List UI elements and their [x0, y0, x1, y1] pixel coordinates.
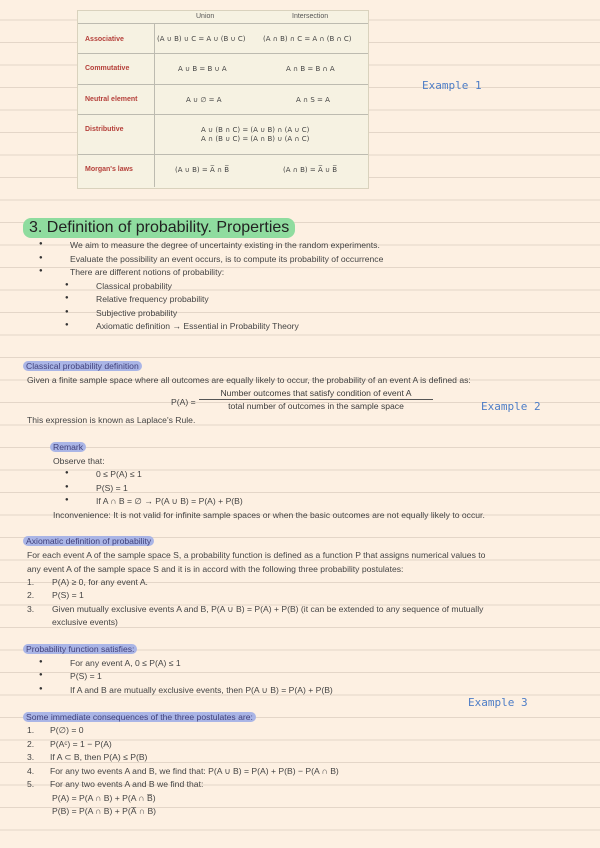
- row-label: Neutral element: [85, 96, 138, 103]
- classical-text: Given a finite sample space where all outcomes are equally likely to occur, the probability of an event A is defined as:: [27, 375, 471, 385]
- row-label: Distributive: [85, 126, 124, 133]
- axiom-text: Given mutually exclusive events A and B, P(A ∪ B) = P(A) + P(B) (it can be extended to any sequence of mutually: [52, 604, 484, 614]
- pfs-item: ● P(S) = 1: [70, 671, 102, 681]
- remark-observe: Observe that:: [53, 456, 105, 466]
- table-header-intersection: Intersection: [292, 13, 329, 20]
- fraction-bar: [199, 399, 433, 400]
- consequence-text: If A ⊂ B, then P(A) ≤ P(B): [50, 752, 148, 762]
- notion-item: ● Axiomatic definition → Essential in Probability Theory: [96, 321, 299, 331]
- consequence-text: For any two events A and B we find that:: [50, 779, 204, 789]
- table-row: [78, 23, 368, 54]
- axiom-text-continuation: exclusive events): [52, 617, 118, 627]
- consequence-number: 1.: [27, 725, 35, 735]
- row-union: A ∪ ∅ = A: [186, 96, 222, 104]
- axiom-number: 3.: [27, 604, 35, 614]
- table-row: [78, 154, 368, 188]
- fraction-denominator: total number of outcomes in the sample space: [228, 401, 404, 411]
- row-union: A ∪ B = B ∪ A: [178, 65, 227, 73]
- consequence-number: 5.: [27, 779, 35, 789]
- table-row: [78, 114, 368, 155]
- axiom-text: P(A) ≥ 0, for any event A.: [52, 577, 148, 587]
- row-intersection: A ∩ S = A: [296, 96, 330, 104]
- axiomatic-line1: For each event A of the sample space S, a probability function is defined as a function P that assigns numerical values to: [27, 550, 486, 560]
- consequences-heading: Some immediate consequences of the three postulates are:: [23, 712, 256, 722]
- axiom-number: 2.: [27, 590, 35, 600]
- remark-heading: Remark: [50, 442, 86, 452]
- example-3-label: Example 3: [468, 696, 528, 709]
- classical-lhs: P(A) =: [171, 397, 196, 407]
- laplace-rule-text: This expression is known as Laplace's Rule.: [27, 415, 196, 425]
- intro-bullet: ● There are different notions of probability:: [70, 267, 224, 277]
- consequence-number: 2.: [27, 739, 35, 749]
- row-intersection: (A ∩ B) ∩ C = A ∩ (B ∩ C): [263, 35, 352, 43]
- pfs-item: ● For any event A, 0 ≤ P(A) ≤ 1: [70, 658, 181, 668]
- consequence-number: 4.: [27, 766, 35, 776]
- remark-item: ● P(S) = 1: [96, 483, 128, 493]
- fraction-numerator: Number outcomes that satisfy condition of event A: [220, 388, 412, 398]
- table-row: [78, 53, 368, 84]
- axiomatic-line2: any event A of the sample space S and it is in accord with the following three probability postulates:: [27, 564, 404, 574]
- row-label: Morgan's laws: [85, 166, 133, 173]
- section-title: 3. Definition of probability. Properties: [23, 218, 295, 238]
- row-intersection: A ∩ (B ∪ C) = (A ∩ B) ∪ (A ∩ C): [201, 135, 310, 143]
- consequence-text: P(Aᶜ) = 1 − P(A): [50, 739, 112, 749]
- notion-item: ● Subjective probability: [96, 308, 177, 318]
- set-properties-table: [77, 10, 369, 189]
- consequence-number: 3.: [27, 752, 35, 762]
- row-union: A ∪ (B ∩ C) = (A ∪ B) ∩ (A ∪ C): [201, 126, 310, 134]
- remark-inconvenience: Inconvenience: It is not valid for infinite sample spaces or when the basic outcomes are not equally likely to occur.: [53, 510, 485, 520]
- axiom-number: 1.: [27, 577, 35, 587]
- row-label: Associative: [85, 36, 124, 43]
- consequence-text: P(∅) = 0: [50, 725, 84, 735]
- classical-heading: Classical probability definition: [23, 361, 142, 371]
- axiomatic-heading: Axiomatic definition of probability: [23, 536, 154, 546]
- row-intersection: (A ∩ B) = A̅ ∪ B̅: [283, 166, 338, 174]
- pfs-heading: Probability function satisfies:: [23, 644, 137, 654]
- remark-item: ● If A ∩ B = ∅ → P(A ∪ B) = P(A) + P(B): [96, 496, 243, 507]
- row-intersection: A ∩ B = B ∩ A: [286, 65, 335, 73]
- consequence-sub-formula: P(B) = P(A ∩ B) + P(A̅ ∩ B): [52, 806, 157, 816]
- row-union: (A ∪ B) ∪ C = A ∪ (B ∪ C): [157, 35, 246, 43]
- remark-item: ● 0 ≤ P(A) ≤ 1: [96, 469, 142, 479]
- notion-item: ● Relative frequency probability: [96, 294, 209, 304]
- example-2-label: Example 2: [481, 400, 541, 413]
- example-1-label: Example 1: [422, 79, 482, 92]
- axiom-text: P(S) = 1: [52, 590, 84, 600]
- intro-bullet: ● Evaluate the possibility an event occurs, is to compute its probability of occurrence: [70, 254, 383, 264]
- table-header-union: Union: [196, 13, 215, 20]
- consequence-sub-formula: P(A) = P(A ∩ B) + P(A ∩ B̅): [52, 793, 156, 803]
- row-union: (A ∪ B) = A̅ ∩ B̅: [175, 166, 230, 174]
- row-label: Commutative: [85, 65, 130, 72]
- intro-bullet: ● We aim to measure the degree of uncertainty existing in the random experiments.: [70, 240, 380, 250]
- laplace-fraction: [199, 388, 433, 411]
- notion-item: ● Classical probability: [96, 281, 172, 291]
- pfs-item: ● If A and B are mutually exclusive events, then P(A ∪ B) = P(A) + P(B): [70, 685, 333, 696]
- consequence-text: For any two events A and B, we find that: P(A ∪ B) = P(A) + P(B) − P(A ∩ B): [50, 766, 339, 776]
- table-row: [78, 84, 368, 115]
